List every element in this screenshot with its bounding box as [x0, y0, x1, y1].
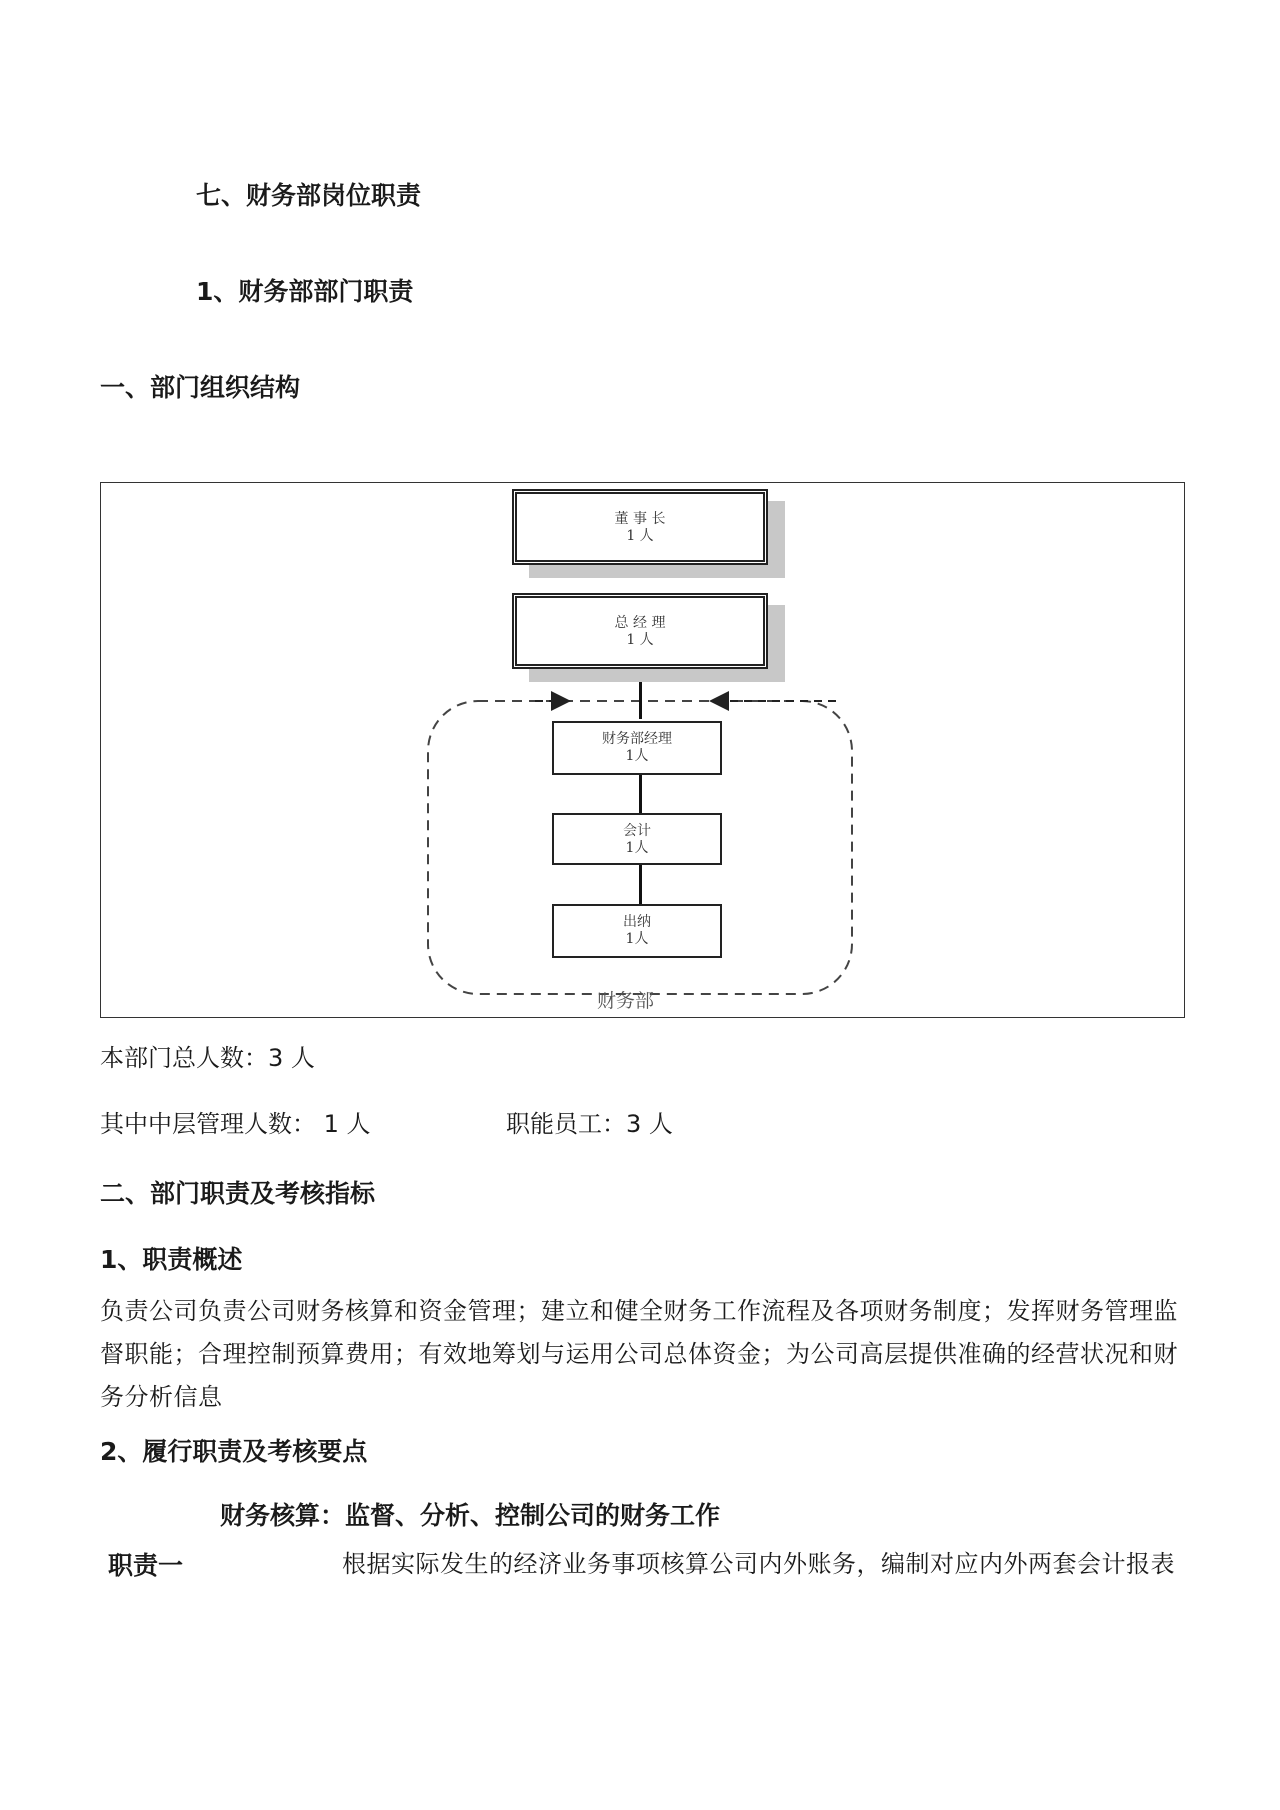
connector-accountant-cashier [639, 863, 642, 907]
chairman-box [512, 489, 768, 565]
duty-one-heading: 财务核算：监督、分析、控制公司的财务工作 [220, 1501, 721, 1530]
cashier-box [552, 904, 722, 958]
chairman-count: 1 人 [626, 528, 654, 544]
duty-overview-heading: 1、职责概述 [100, 1245, 243, 1274]
part-two-heading: 二、部门职责及考核指标 [100, 1179, 376, 1208]
accountant-box [552, 813, 722, 865]
duty-one-detail: 根据实际发生的经济业务事项核算公司内外账务，编制对应内外两套会计报表 [342, 1550, 1175, 1578]
cashier-title: 出纳 [623, 914, 651, 930]
total-headcount: 本部门总人数：3 人 [100, 1044, 315, 1072]
accountant-title: 会计 [623, 823, 651, 839]
org-chart [100, 482, 1185, 1018]
finance-manager-title: 财务部经理 [602, 731, 672, 747]
part-one-heading: 一、部门组织结构 [100, 373, 301, 402]
chairman-title: 董 事 长 [614, 511, 666, 527]
finance-dept-label: 财务部 [597, 990, 655, 1012]
gm-count: 1 人 [626, 632, 654, 648]
gm-title: 总 经 理 [614, 615, 666, 631]
accountant-count: 1人 [625, 840, 649, 856]
duty-points-heading: 2、履行职责及考核要点 [100, 1437, 368, 1466]
middle-management-count: 其中中层管理人数： 1 人 [100, 1110, 371, 1138]
finance-manager-box [552, 721, 722, 775]
sub-title: 1、财务部部门职责 [196, 277, 414, 306]
staff-count: 职能员工：3 人 [506, 1110, 673, 1138]
duty-one-label: 职责一 [108, 1551, 184, 1580]
section-title: 七、财务部岗位职责 [196, 181, 422, 210]
cashier-count: 1人 [625, 931, 649, 947]
connector-manager-accountant [639, 773, 642, 815]
finance-manager-count: 1人 [625, 748, 649, 764]
duty-overview-text: 负责公司负责公司财务核算和资金管理；建立和健全财务工作流程及各项财务制度；发挥财务管理监督职能；合理控制预算费用；有效地筹划与运用公司总体资金；为公司高层提供准确的经营状况和财务分析信息 [100, 1297, 1178, 1411]
general-manager-box [512, 593, 768, 669]
